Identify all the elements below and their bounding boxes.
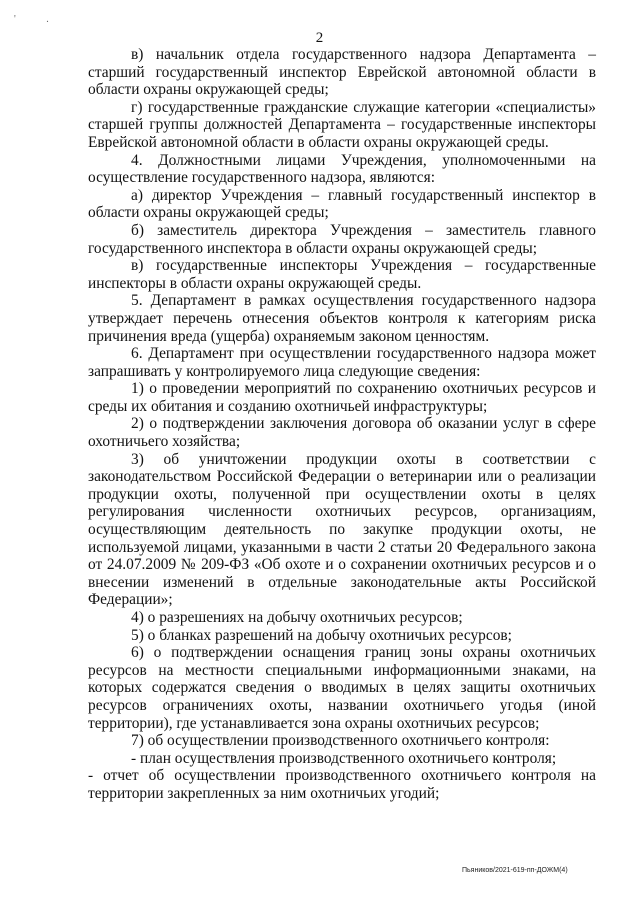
paragraph: а) директор Учреждения – главный государственный инспектор в области охраны окружающей среды;: [88, 186, 596, 222]
paragraph: 4) о разрешениях на добычу охотничьих ресурсов;: [131, 609, 463, 626]
paragraph: 5. Департамент в рамках осуществления государственного надзора утверждает перечень отнесения объектов контроля к категориям риска причинения вреда (ущерба) охраняемым законом ценностям.: [88, 292, 596, 345]
paragraph: 7) об осуществлении производственного охотничьего контроля:: [131, 732, 550, 750]
paragraph: 3) об уничтожении продукции охоты в соответствии с законодательством Российской Федерации о ветеринарии или о реализации продукции охоты, полученной при осуществлении охоты в целях регулирования численности охотничьих ресурсов, организациям, осуществляющим деятельность по закупке продукции охоты, не используемой лицами, указанными в части 2 статьи 20 Федерального закона от 24.07.2009 № 209-ФЗ «Об охоте и о сохранении охотничьих ресурсов и о внесении изменений в отдельные законодательные акты Российской Федерации»;: [88, 450, 596, 609]
paragraph: 2) о подтверждении заключения договора об оказании услуг в сфере охотничьего хозяйства;: [88, 415, 596, 451]
paragraph: в) государственные инспекторы Учреждения – государственные инспекторы в области охраны окружающей среды.: [88, 257, 596, 292]
paragraph: в) начальник отдела государственного надзора Департамента – старший государственный инспектор Еврейской автономной области в области охраны окружающей среды;: [88, 46, 596, 99]
page-number: 2: [315, 30, 324, 46]
paragraph: 6. Департамент при осуществлении государственного надзора может запрашивать у контролируемого лица следующие сведения:: [88, 345, 596, 380]
paragraph: б) заместитель директора Учреждения – заместитель главного государственного инспектора в области охраны окружающей среды;: [88, 221, 596, 257]
paragraph: 5) о бланках разрешений на добычу охотничьих ресурсов;: [131, 626, 512, 644]
document-footer-code: Пьяников/2021-619-пп-ДОЖМ(4): [462, 867, 568, 874]
paragraph: 1) о проведении мероприятий по сохранению охотничьих ресурсов и среды их обитания и созданию охотничьей инфраструктуры;: [88, 380, 596, 415]
corner-scan-marks: ' .: [14, 14, 63, 25]
paragraph: г) государственные гражданские служащие категории «специалисты» старшей группы должностей Департамента – государственные инспекторы Еврейской автономной области в области охраны окружающей среды.: [88, 98, 596, 151]
document-body: [88, 46, 596, 803]
paragraph: - отчет об осуществлении производственного охотничьего контроля на территории закрепленных за ним охотничьих угодий;: [88, 767, 596, 802]
paragraph: 6) о подтверждении оснащения границ зоны охраны охотничьих ресурсов на местности специальными информационными знаками, на которых содержатся сведения о вводимых в целях защиты охотничьих ресурсов ограничениях охоты, названии охотничьего угодья (иной территории), где устанавливается зона охраны охотничьих ресурсов;: [88, 644, 596, 732]
paragraph: - план осуществления производственного охотничьего контроля;: [131, 749, 557, 767]
paragraph: 4. Должностными лицами Учреждения, уполномоченными на осуществление государственного надзора, являются:: [88, 151, 596, 187]
